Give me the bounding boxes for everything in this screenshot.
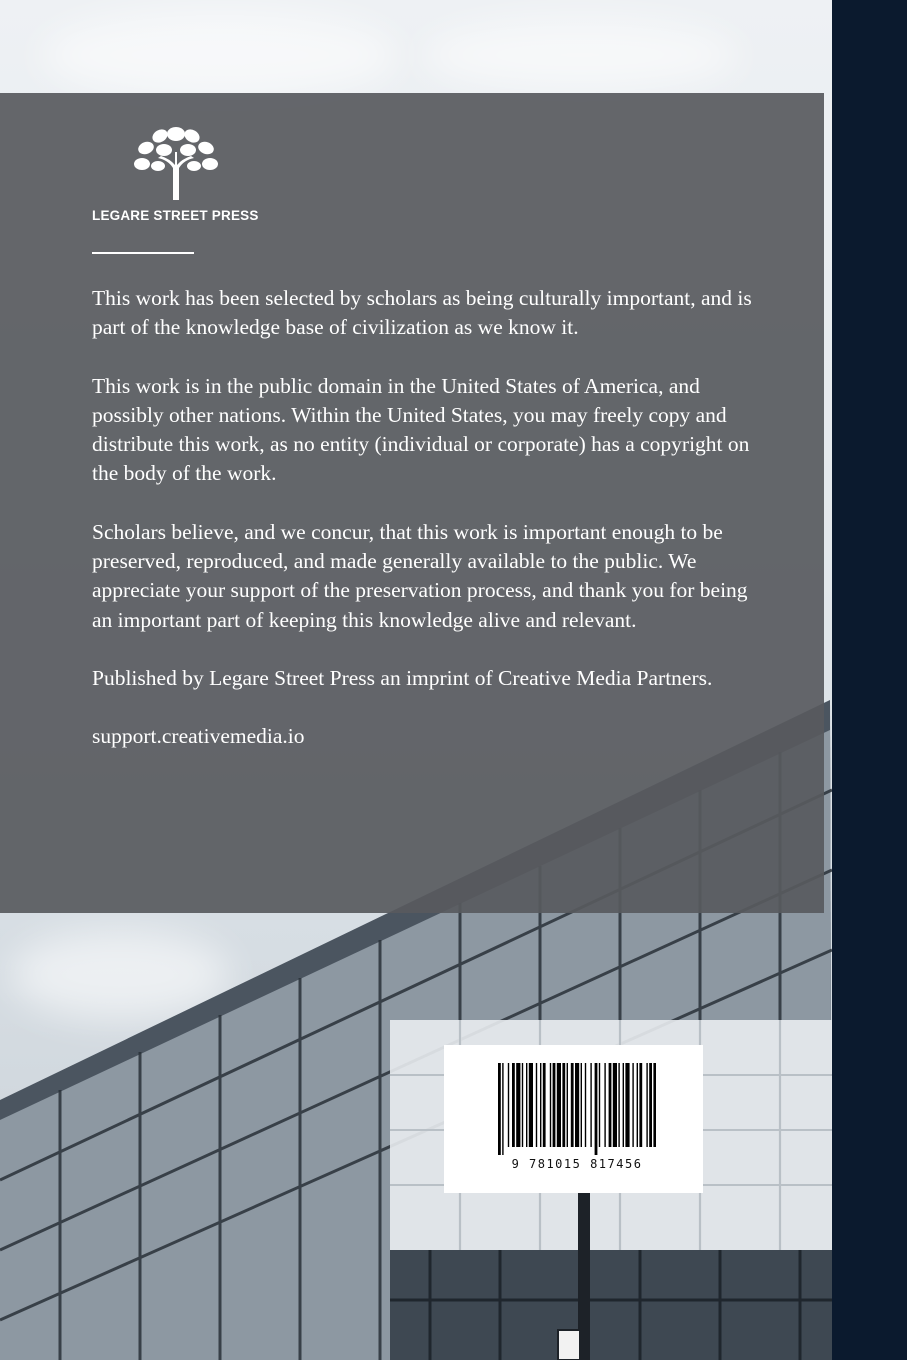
isbn-number: 9 781015 817456 (511, 1157, 643, 1171)
paragraph: This work is in the public domain in the United States of America, and possibly other nations. Within the United States, you may freely copy and distribute this work, as no entity (individual or corporate) has a copyright on the body of the work. (92, 373, 750, 486)
paragraph: This work has been selected by scholars as being culturally important, and is part of the knowledge base of civilization as we know it. (92, 286, 752, 340)
barcode-bar (557, 1063, 561, 1147)
barcode-bar (543, 1063, 546, 1147)
barcode-bar (632, 1063, 633, 1147)
barcode-bar (526, 1063, 527, 1147)
barcode-bar (536, 1063, 537, 1147)
barcode-bar (618, 1063, 619, 1147)
support-url: support.creativemedia.io (92, 724, 305, 749)
paragraph: Published by Legare Street Press an imprint of Creative Media Partners. (92, 665, 713, 690)
barcode-bar (649, 1063, 652, 1147)
barcode-bar (540, 1063, 541, 1147)
spine-edge (832, 0, 907, 1360)
barcode-bar (637, 1063, 638, 1147)
barcode-bar (653, 1063, 656, 1147)
barcode-bar (604, 1063, 605, 1147)
barcode-bar (646, 1063, 647, 1147)
barcode-label (444, 1045, 703, 1193)
barcode-bar (553, 1063, 556, 1147)
barcode-bar (529, 1063, 533, 1147)
tree-icon (128, 122, 224, 200)
paragraph: Scholars believe, and we concur, that this work is important enough to be preserved, reproduced, and made generally available to the public. We appreciate your support of the preservation process, and thank you for being an important part of keeping this knowledge alive and relevant. (92, 519, 748, 632)
publisher-name: LEGARE STREET PRESS (92, 208, 259, 223)
barcode-bar (522, 1063, 523, 1147)
barcode-bar (599, 1063, 600, 1147)
barcode-bar (585, 1063, 586, 1147)
barcode-bar (613, 1063, 617, 1147)
barcode-bar (595, 1063, 598, 1155)
barcode-bar (575, 1063, 579, 1147)
barcode-bar (512, 1063, 515, 1147)
barcode-bar (571, 1063, 574, 1147)
barcode-icon (496, 1063, 656, 1155)
barcode-bar (508, 1063, 509, 1147)
barcode-bar (609, 1063, 612, 1147)
barcode-bar (550, 1063, 551, 1147)
barcode-bar (581, 1063, 582, 1147)
divider (92, 252, 194, 254)
description (92, 284, 752, 781)
barcode-bar (516, 1063, 520, 1147)
barcode-bar (639, 1063, 642, 1147)
barcode-bar (625, 1063, 629, 1147)
barcode-bar (623, 1063, 624, 1147)
barcode-bar (567, 1063, 568, 1147)
barcode-bar (590, 1063, 591, 1147)
barcode-bar (562, 1063, 565, 1147)
barcode-bar (502, 1063, 503, 1155)
barcode-bar (498, 1063, 501, 1155)
